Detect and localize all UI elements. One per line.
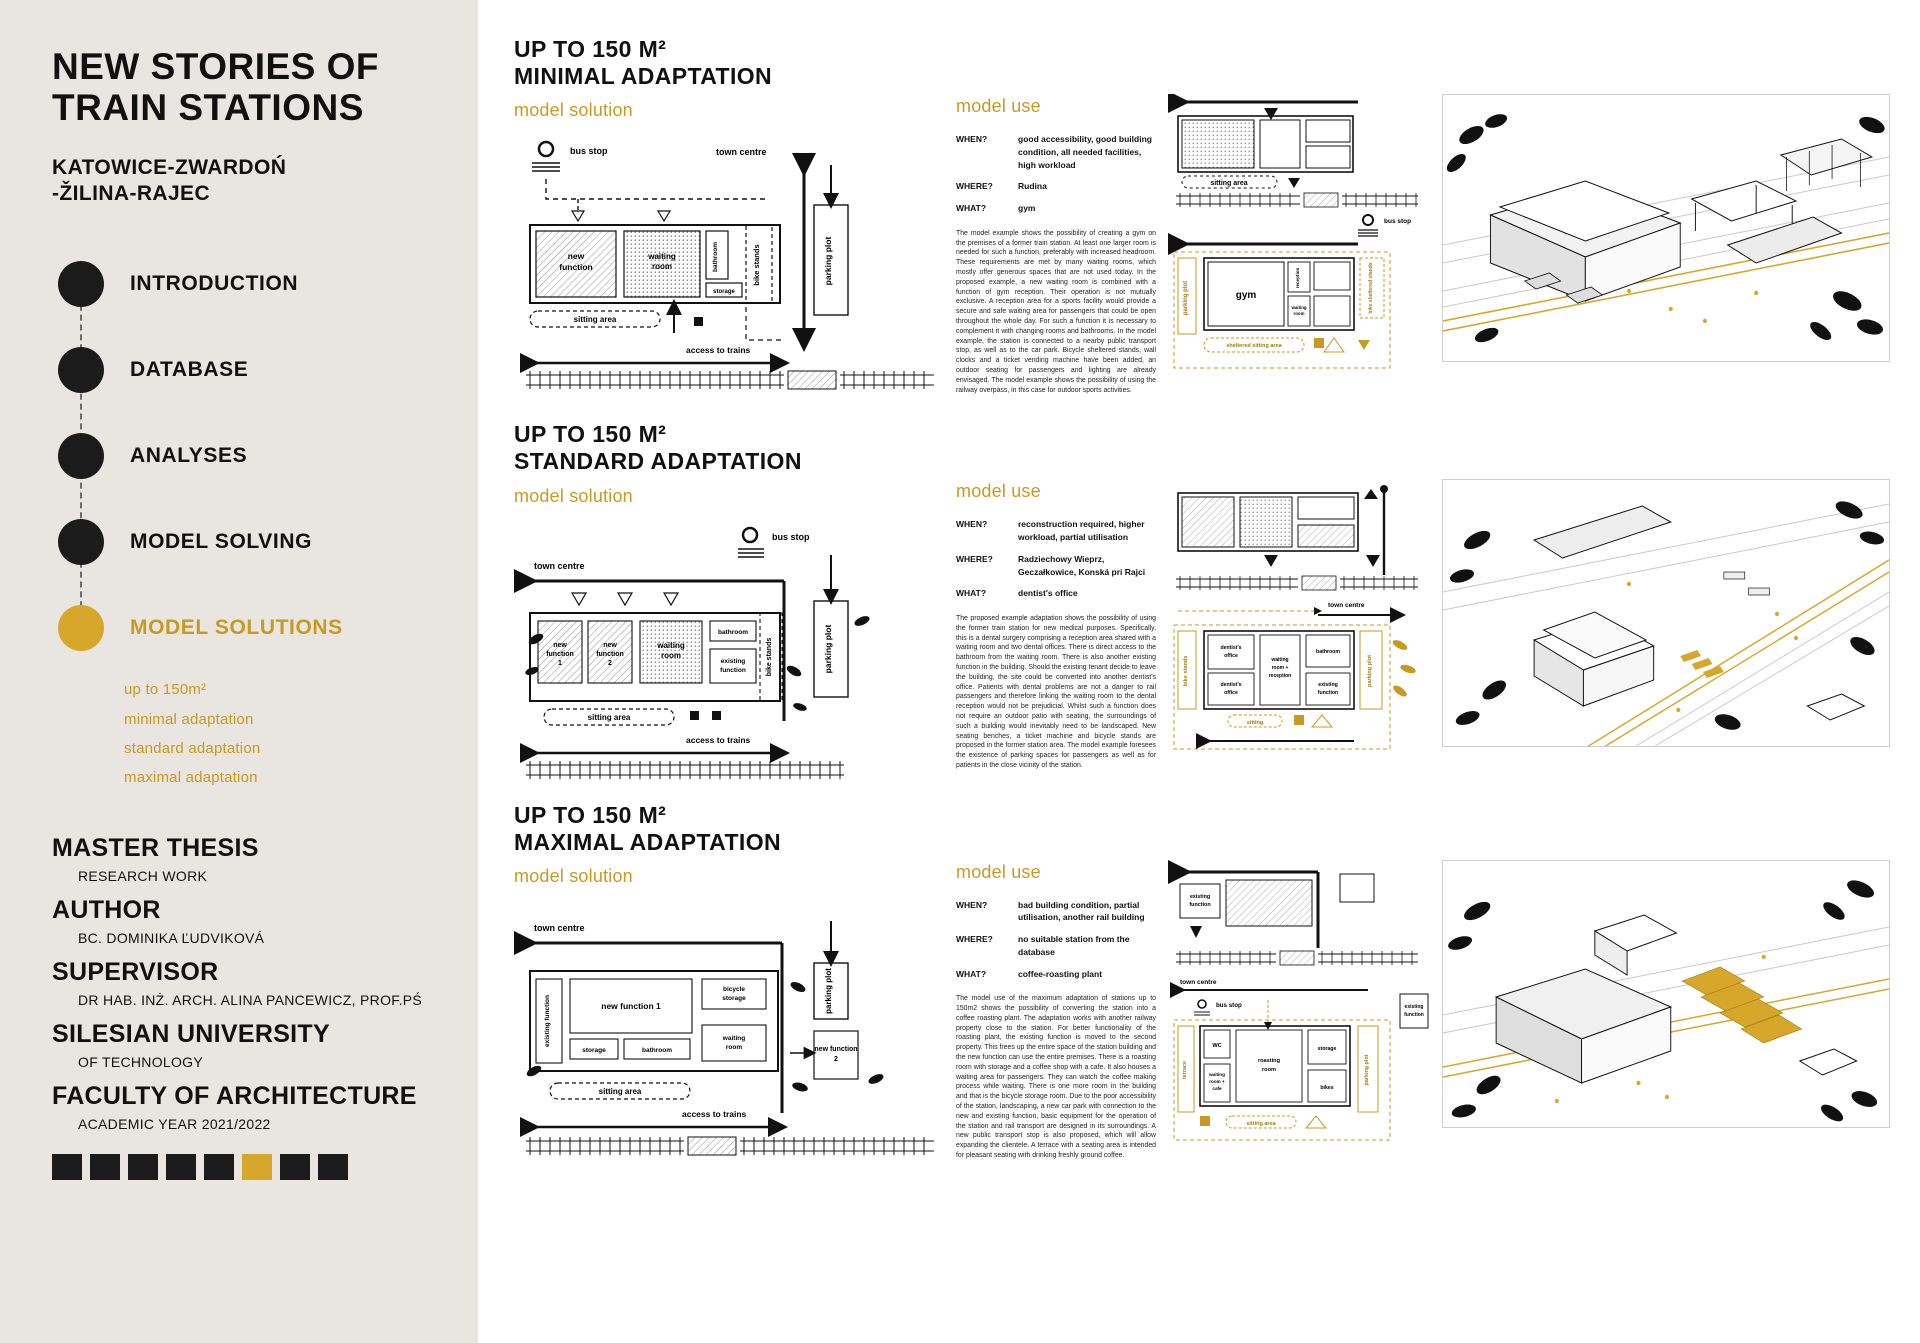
nav-dot-icon	[58, 433, 104, 479]
maximal-plan-drawing	[514, 901, 944, 1156]
svg-text:new function: new function	[814, 1045, 858, 1053]
section-subtitle-use: model use	[956, 96, 1041, 116]
svg-text:waiting: waiting	[1271, 657, 1289, 664]
qa-question: WHAT?	[956, 203, 987, 213]
sidebar-item-label: MODEL SOLUTIONS	[130, 616, 343, 640]
svg-text:existing: existing	[1318, 682, 1338, 689]
qa-question: WHERE?	[956, 181, 993, 192]
section-title-line1: UP TO 150 M²	[514, 36, 667, 62]
qa-row	[956, 899, 1156, 925]
svg-text:bathroom: bathroom	[642, 1046, 672, 1054]
section-title	[514, 36, 944, 90]
maximal-render-column	[1442, 802, 1890, 1161]
minimal-text-column	[956, 36, 1156, 395]
minimal-solution-column	[514, 36, 944, 395]
svg-text:room: room	[1262, 1066, 1276, 1073]
plan-svg	[514, 521, 944, 781]
page-subtitle: KATOWICE-ZWARDOŃ -ŽILINA-RAJEC	[52, 155, 287, 206]
svg-text:terrace: terrace	[1182, 1060, 1188, 1079]
use-svg	[1168, 94, 1430, 384]
svg-text:bike stands: bike stands	[766, 637, 773, 676]
section-subtitle-solution: model solution	[514, 100, 633, 121]
svg-text:cafe: cafe	[1212, 1085, 1222, 1091]
nav-dot-icon	[58, 519, 104, 565]
credit-value: RESEARCH WORK	[78, 868, 208, 885]
svg-text:new: new	[553, 641, 567, 649]
qa-question: WHAT?	[956, 588, 987, 599]
credit-heading: SILESIAN UNIVERSITY	[52, 1020, 330, 1049]
qa-answer: coffee-roasting plant	[1018, 968, 1103, 979]
svg-text:new: new	[567, 251, 585, 262]
svg-text:room: room	[725, 1043, 743, 1051]
sidebar-item-database[interactable]	[58, 327, 434, 413]
qa-row	[956, 587, 1156, 600]
section-subtitle-use: model use	[956, 481, 1041, 502]
svg-text:2: 2	[608, 659, 612, 667]
qa-question: WHEN?	[956, 519, 988, 530]
svg-text:town centre: town centre	[716, 147, 767, 158]
standard-render-column	[1442, 421, 1890, 775]
qa-question: WHEN?	[956, 899, 988, 910]
progress-square	[52, 1154, 82, 1180]
sidebar-item-label: MODEL SOLVING	[130, 530, 313, 554]
credit-heading: MASTER THESIS	[52, 834, 259, 863]
svg-text:bathroom: bathroom	[1316, 649, 1340, 656]
minimal-render-column	[1442, 36, 1890, 395]
svg-text:existing function: existing function	[544, 994, 551, 1047]
sidebar-subitem-maximal[interactable]: maximal adaptation	[124, 769, 258, 787]
svg-text:existing: existing	[1404, 1003, 1424, 1010]
standard-text-column	[956, 421, 1156, 775]
credit-value: BC. DOMINIKA ĽUDVIKOVÁ	[78, 930, 265, 947]
qa-answer: good accessibility, good building condition, all needed facilities, high workload	[1018, 134, 1152, 170]
svg-text:function: function	[1189, 901, 1211, 908]
svg-text:new function 1: new function 1	[601, 1000, 661, 1011]
svg-text:town centre: town centre	[534, 560, 585, 571]
svg-text:parking plot: parking plot	[1367, 655, 1373, 688]
sidebar	[0, 0, 478, 1343]
svg-text:storage: storage	[713, 289, 735, 296]
render-svg	[1443, 95, 1889, 362]
progress-square	[166, 1154, 196, 1180]
qa-question: WHAT?	[956, 968, 987, 979]
svg-text:bicycle: bicycle	[722, 985, 746, 993]
svg-text:reception: reception	[1295, 267, 1300, 289]
svg-text:parking plot: parking plot	[824, 967, 833, 1014]
qa-answer: Radziechowy Wieprz, Geczałkowice, Konská pri Rajci	[1018, 553, 1146, 577]
svg-text:access to trains: access to trains	[682, 1108, 747, 1119]
progress-squares	[52, 1154, 434, 1180]
minimal-qa-list	[956, 133, 1156, 215]
qa-row	[956, 133, 1156, 171]
svg-text:storage: storage	[722, 994, 746, 1002]
standard-axonometric-render	[1442, 479, 1890, 747]
maximal-solution-column	[514, 802, 944, 1161]
qa-answer: Rudina	[1018, 181, 1047, 192]
use-svg	[1168, 479, 1430, 769]
svg-text:sheltered sitting area: sheltered sitting area	[1226, 343, 1282, 349]
svg-text:town centre: town centre	[1180, 978, 1217, 986]
section-standard-adaptation	[514, 421, 1890, 775]
progress-square	[128, 1154, 158, 1180]
credit-heading: FACULTY OF ARCHITECTURE	[52, 1082, 417, 1111]
svg-text:room +: room +	[1209, 1078, 1225, 1084]
svg-text:dentist's: dentist's	[1220, 682, 1242, 689]
svg-text:bathroom: bathroom	[712, 242, 719, 273]
qa-answer: dentist's office	[1018, 588, 1078, 599]
sidebar-item-label: INTRODUCTION	[130, 272, 299, 296]
svg-text:bus stop: bus stop	[772, 531, 810, 542]
minimal-use-column	[1168, 36, 1430, 395]
sidebar-item-analyses[interactable]	[58, 413, 434, 499]
section-minimal-adaptation	[514, 36, 1890, 395]
section-title-line2: MAXIMAL ADAPTATION	[514, 828, 781, 855]
svg-text:bikes: bikes	[1320, 1084, 1334, 1091]
maximal-qa-list	[956, 899, 1156, 981]
qa-row	[956, 968, 1156, 981]
nav-dot-icon	[58, 261, 104, 307]
svg-text:2: 2	[834, 1055, 838, 1063]
section-title	[514, 802, 944, 856]
standard-solution-column	[514, 421, 944, 775]
render-svg	[1443, 861, 1889, 1128]
section-subtitle-use: model use	[956, 861, 1041, 882]
section-title-line2: MINIMAL ADAPTATION	[514, 63, 773, 90]
nav-dot-icon	[58, 347, 104, 393]
svg-text:room +: room +	[1271, 665, 1289, 672]
svg-text:access to trains: access to trains	[686, 734, 751, 745]
progress-square	[318, 1154, 348, 1180]
progress-square-active	[242, 1154, 272, 1180]
svg-text:sitting area: sitting area	[1210, 180, 1248, 187]
qa-row	[956, 202, 1156, 215]
main-content	[478, 0, 1920, 1343]
svg-text:bus stop: bus stop	[1216, 1001, 1242, 1009]
svg-text:function: function	[1404, 1011, 1424, 1018]
svg-text:bike stands: bike stands	[752, 244, 761, 286]
qa-answer: bad building condition, partial utilisation, another rail building	[1018, 899, 1145, 923]
sidebar-subitem-up-to-150[interactable]: up to 150m²	[124, 681, 207, 699]
sidebar-item-model-solutions[interactable]	[58, 585, 434, 671]
sidebar-nav	[58, 241, 434, 671]
svg-text:new: new	[603, 641, 617, 649]
qa-question: WHERE?	[956, 553, 993, 564]
svg-text:bike sheltered stands: bike sheltered stands	[1368, 262, 1374, 314]
svg-text:bus stop: bus stop	[570, 146, 608, 157]
progress-square	[90, 1154, 120, 1180]
page-title: NEW STORIES OF TRAIN STATIONS	[52, 46, 380, 129]
svg-text:function: function	[546, 650, 574, 658]
svg-text:sitting area: sitting area	[1246, 1120, 1276, 1127]
svg-text:function: function	[1317, 690, 1339, 697]
svg-text:parking plot: parking plot	[1183, 280, 1189, 316]
svg-text:room: room	[661, 650, 681, 660]
minimal-plan-drawing	[514, 135, 944, 390]
credit-heading: AUTHOR	[52, 896, 161, 925]
minimal-description: The model example shows the possibility of creating a gym on the premises of a former train station. At least one larger room is needed for such a function, preferably with increased headroom. These requirements are met by many waiting rooms, which mostly offer generous spaces that are not used today. In the proposed example, a new waiting room is combined with a function of gym reception. Their operation is not mutually exclusive. A reception area for a sports facility would provide a secure and safe waiting area for passengers that could be open throughout the whole day. For such a function it is necessary to complement it with changing rooms and bathrooms. In the model example, the station is connected to a nearby public transport stop, as well as to the car park. Bicycle sheltered stands, wall clocks and a ticket vending machine have been added, an outdoor seating for passengers and lighting are already envisaged. The model example shows the possibility of using the railway overpass, in this case for outdoor sports activities.	[956, 229, 1156, 394]
svg-text:access to trains: access to trains	[686, 345, 751, 356]
standard-plan-drawing	[514, 521, 944, 776]
svg-text:waiting: waiting	[1291, 305, 1307, 310]
credit-value: DR HAB. INŻ. ARCH. ALINA PANCEWICZ, PROF.PŚ	[78, 992, 423, 1009]
svg-text:function: function	[596, 650, 624, 658]
svg-text:sitting area: sitting area	[598, 1086, 642, 1096]
svg-text:parking plot: parking plot	[823, 236, 833, 286]
section-title-line1: UP TO 150 M²	[514, 801, 667, 828]
svg-text:room: room	[1293, 311, 1305, 316]
section-title-line1: UP TO 150 M²	[514, 421, 667, 448]
svg-text:bathroom: bathroom	[718, 628, 748, 636]
section-title	[514, 421, 944, 475]
svg-text:parking plot: parking plot	[823, 624, 833, 673]
maximal-axonometric-render	[1442, 860, 1890, 1128]
sidebar-item-model-solving[interactable]	[58, 499, 434, 585]
qa-row	[956, 933, 1156, 959]
standard-description: The proposed example adaptation shows the possibility of using the former train station for new medical purposes. Specifically, this is a dental surgery comprising a reception area shared with a waiting room and two dental offices. There is direct access to the bathroom from the waiting room. There is also another existing function in the building. Should the existing tenant decide to leave the building, the site could be converted into another dentist's office. Patients with dental problems are not a danger to rail passengers and therefore linking the waiting room to the dental reception would not be prejudicial. Whilst such a function does not require an outdoor patio with seating, the surroundings of such a building would inevitably need to be landscaped. New seating benches, a ticket machine and bicycle stands are proposed in the former station area. The model example foresees the existence of parking spaces for passengers as well as for patients in the close vicinity of the station.	[956, 615, 1156, 769]
svg-text:WC: WC	[1212, 1042, 1222, 1049]
nav-dot-active-icon	[58, 605, 104, 651]
qa-answer: no suitable station from the database	[1018, 934, 1130, 957]
svg-text:1: 1	[558, 659, 562, 667]
svg-text:waiting: waiting	[1209, 1071, 1225, 1077]
sidebar-subitem-standard[interactable]: standard adaptation	[124, 739, 261, 757]
svg-text:parking plot: parking plot	[1364, 1054, 1370, 1085]
plan-svg	[514, 901, 944, 1161]
use-svg	[1168, 860, 1430, 1150]
svg-text:reception: reception	[1268, 673, 1292, 680]
progress-square	[280, 1154, 310, 1180]
sidebar-subitem-minimal[interactable]: minimal adaptation	[124, 710, 254, 728]
section-title-line2: STANDARD ADAPTATION	[514, 448, 802, 475]
maximal-use-diagram	[1168, 860, 1430, 1127]
qa-answer: reconstruction required, higher workload, partial utilisation	[1018, 519, 1145, 543]
svg-text:roasting: roasting	[1257, 1057, 1281, 1064]
credit-value: ACADEMIC YEAR 2021/2022	[78, 1116, 271, 1133]
svg-text:waiting: waiting	[657, 640, 685, 650]
svg-text:waiting: waiting	[722, 1034, 746, 1042]
qa-row	[956, 553, 1156, 579]
svg-text:sitting: sitting	[1246, 720, 1264, 727]
section-subtitle-solution: model solution	[514, 485, 633, 506]
sidebar-item-label: ANALYSES	[130, 444, 248, 468]
svg-text:sitting area: sitting area	[573, 315, 617, 325]
svg-text:bus stop: bus stop	[1384, 218, 1412, 225]
svg-text:office: office	[1224, 653, 1238, 660]
render-svg	[1443, 480, 1889, 747]
svg-text:dentist's: dentist's	[1220, 645, 1242, 652]
credit-heading: SUPERVISOR	[52, 958, 219, 987]
svg-text:sitting area: sitting area	[587, 712, 631, 722]
section-maximal-adaptation	[514, 802, 1890, 1161]
svg-text:bike stands: bike stands	[1183, 655, 1189, 687]
standard-use-column	[1168, 421, 1430, 775]
svg-text:waiting: waiting	[648, 252, 676, 262]
sidebar-subitems	[124, 675, 434, 792]
standard-qa-list	[956, 518, 1156, 600]
standard-use-diagram	[1168, 479, 1430, 729]
maximal-use-column	[1168, 802, 1430, 1161]
qa-row	[956, 180, 1156, 193]
svg-text:existing: existing	[720, 657, 746, 665]
qa-question: WHERE?	[956, 934, 993, 945]
svg-text:gym: gym	[1235, 290, 1257, 301]
svg-text:storage: storage	[1317, 1045, 1337, 1052]
minimal-use-diagram	[1168, 94, 1430, 349]
credit-value: OF TECHNOLOGY	[78, 1054, 203, 1071]
progress-square	[204, 1154, 234, 1180]
svg-text:town centre: town centre	[534, 922, 585, 933]
qa-answer: gym	[1018, 203, 1036, 213]
qa-row	[956, 518, 1156, 544]
svg-text:function: function	[720, 666, 746, 674]
sidebar-item-introduction[interactable]	[58, 241, 434, 327]
credits-block	[52, 834, 434, 1132]
qa-question: WHEN?	[956, 134, 988, 144]
svg-text:office: office	[1224, 690, 1238, 697]
svg-text:room: room	[652, 262, 672, 272]
maximal-text-column	[956, 802, 1156, 1161]
svg-text:existing: existing	[1189, 893, 1211, 900]
sidebar-item-label: DATABASE	[130, 358, 249, 382]
svg-text:storage: storage	[582, 1046, 606, 1054]
svg-text:function: function	[559, 262, 593, 273]
svg-text:town centre: town centre	[1328, 602, 1365, 610]
minimal-axonometric-render	[1442, 94, 1890, 362]
plan-svg	[514, 135, 944, 395]
maximal-description: The model use of the maximum adaptation of stations up to 150m2 shows the possibility of converting the station into a coffee roasting plant. The adaptation works with another railway property close to the station. For better functionality of the roasting plant, the existing function is moved to the second property. This frees up the entire space of the station building and the new function can use the entire premises. There is a roasting room with storage and a coffee shop with a cafe. It also houses a waiting area for passengers. They can watch the coffee making process while waiting. There is one more room in the building and that is the bicycle storage room. Due to the poor accessibility of the station, landscaping, a new car park with connection to the new and existing function, basic equipment for the operation of the station and rail transport are designed in its surroundings. A new public transport stop is also proposed, which will allow expanding the clientele. A terrace with a seating area is intended for pleasant seating with drinking freshly ground coffee.	[956, 995, 1156, 1160]
section-subtitle-solution: model solution	[514, 865, 633, 886]
